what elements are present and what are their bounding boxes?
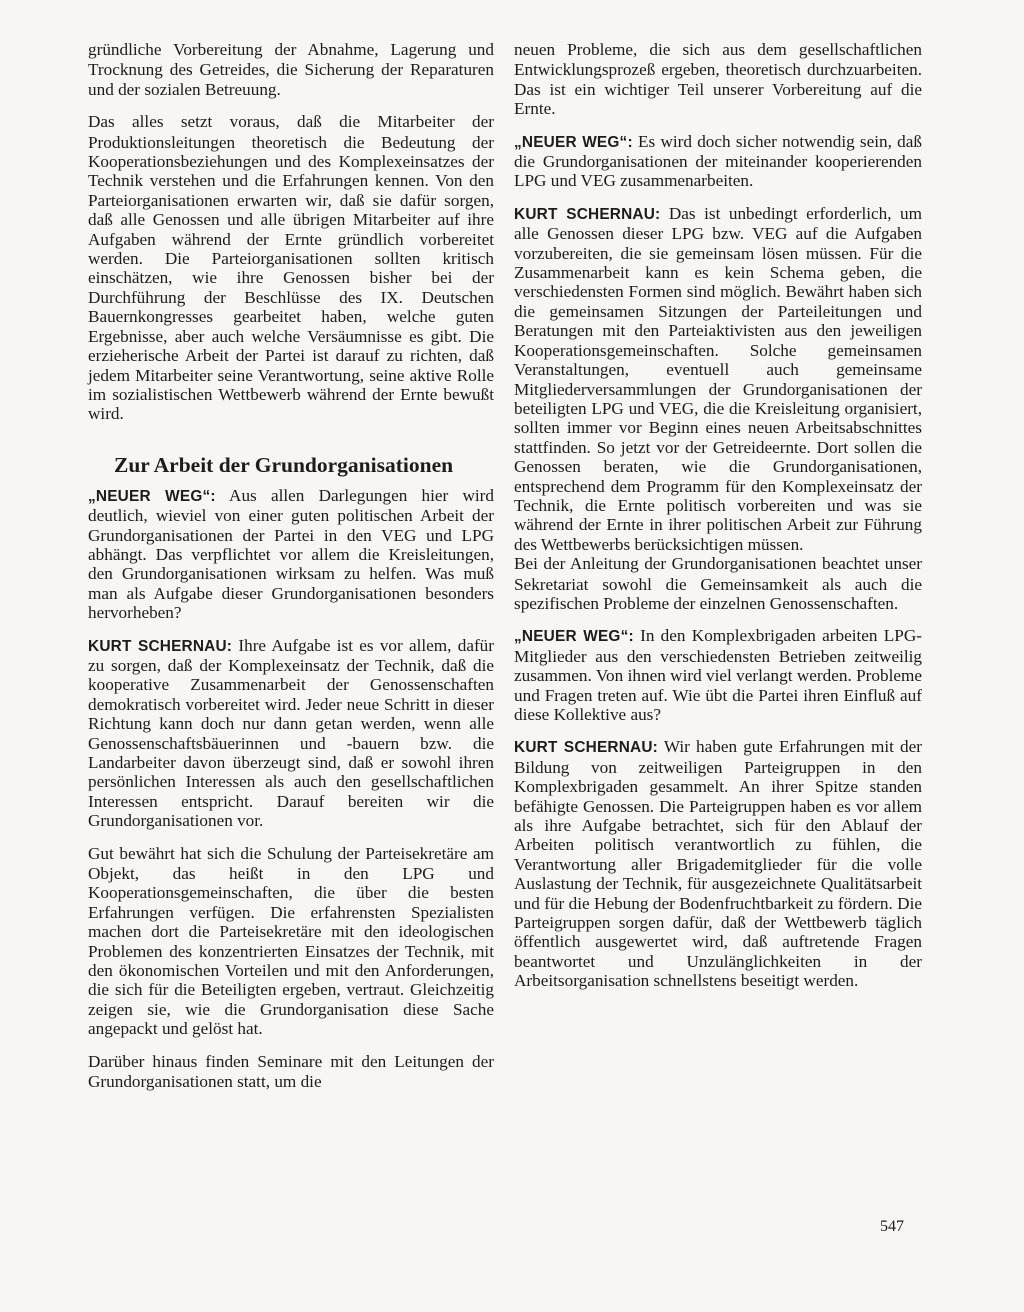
paragraph: Darüber hinaus finden Seminare mit den Leitungen der Grundorganisationen statt, um die — [88, 1051, 494, 1092]
paragraph: „NEUER WEG“: In den Komplexbrigaden arbeiten LPG-Mitglieder aus den verschiedensten Betrieben zeitweilig zusammen. Von ihnen wird viel verlangt werden. Probleme und Fragen treten auf. Wie übt die Partei ihren Einfluß auf diese Kollektive aus? — [514, 626, 922, 724]
paragraph: Das alles setzt voraus, daß die Mitarbeiter der Produktionsleitungen theoretisch die Bedeutung der Kooperationsbeziehungen und des Komplexeinsatzes der Technik verstehen und die Erfahrungen kennen. Von den Parteiorganisationen erwarten wir, daß sie dafür sorgen, daß alle Genossen und alle übrigen Mitarbeiter auf ihre Aufgaben während der Ernte gründlich vorbereitet werden. Die Parteiorganisationen sollten kritisch einschätzen, wie ihre Genossen bisher bei der Durchführung der Beschlüsse des IX. Deutschen Bauernkongresses gearbeitet haben, welche guten Ergebnisse, aber auch welche Versäumnisse es gibt. Die erzieherische Arbeit der Partei ist darauf zu richten, daß jedem Mitarbeiter seine Verantwortung, seine aktive Rolle im sozialistischen Wettbewerb während der Ernte bewußt wird. — [88, 112, 494, 424]
speaker-label: KURT SCHERNAU: — [514, 205, 661, 223]
speaker-label: KURT SCHERNAU: — [514, 739, 659, 757]
paragraph: Gut bewährt hat sich die Schulung der Parteisekretäre am Objekt, das heißt in den LPG und Kooperationsgemeinschaften, die über die besten Erfahrungen verfügen. Die erfahrensten Spezialisten machen dort die Parteisekretäre mit den ideologischen Problemen des konzentrierten Einsatzes der Technik, mit den ökonomischen Vorteilen und mit den Anforderungen, die sich für die Beteiligten ergeben, vertraut. Gleichzeitig zeigen sie, wie die Grundorganisation diese Sache angepackt und gelöst hat. — [88, 843, 494, 1039]
right-column — [514, 40, 922, 1004]
paragraph: gründliche Vorbereitung der Abnahme, Lagerung und Trocknung des Getreides, die Sicherung der Reparaturen und der sozialen Betreuung. — [88, 40, 494, 99]
paragraph: „NEUER WEG“: Es wird doch sicher notwendig sein, daß die Grundorganisationen der miteinander kooperierenden LPG und VEG zusammenarbeiten. — [514, 131, 922, 191]
page-number: 547 — [880, 1218, 904, 1235]
paragraph: „NEUER WEG“: Aus allen Darlegungen hier wird deutlich, wieviel von einer guten politischen Arbeit der Grundorganisationen der Partei in den VEG und LPG abhängt. Das verpflichtet vor allem die Kreisleitungen, den Grundorganisationen wirksam zu helfen. Was muß man als Aufgabe dieser Grundorganisationen besonders hervorheben? — [88, 485, 494, 623]
speaker-label: „NEUER WEG“: — [514, 133, 633, 151]
speaker-label: „NEUER WEG“: — [88, 487, 216, 505]
speaker-label: KURT SCHERNAU: — [88, 637, 233, 655]
section-heading: Zur Arbeit der Grundorganisationen — [114, 452, 454, 477]
paragraph: KURT SCHERNAU: Das ist unbedingt erforderlich, um alle Genossen dieser LPG bzw. VEG auf die Aufgaben vorzubereiten, die sie gemeinsam lösen müssen. Für die Zusammenarbeit kann es kein Schema geben, die verschiedensten Formen sind möglich. Bewährt haben sich die gemeinsamen Sitzungen der Parteileitungen und Beratungen mit den Parteiaktivisten aus den jeweiligen Kooperationsgemeinschaften. Solche gemeinsamen Veranstaltungen, eventuell auch gemeinsame Mitgliederversammlungen der Grundorganisationen der beteiligten LPG und VEG, die die Kreisleitung organisiert, sollten immer vor Beginn eines neuen Arbeitsabschnittes stattfinden. So jetzt vor der Getreideernte. Dort sollen die Genossen beraten, wie die Grundorganisationen, entsprechend dem Programm für den Komplexeinsatz der Technik, die Ernte politisch vorbereiten und was sie während der Ernte in ihrer politischen Arbeit zur Führung des Wettbewerbs berücksichtigen müssen. — [514, 203, 922, 554]
paragraph: neuen Probleme, die sich aus dem gesellschaftlichen Entwicklungsprozeß ergeben, theoretisch durchzuarbeiten. Das ist ein wichtiger Teil unserer Vorbereitung auf die Ernte. — [514, 40, 922, 119]
paragraph: Bei der Anleitung der Grundorganisationen beachtet unser Sekretariat sowohl die Gemeinsamkeit als auch die spezifischen Probleme der einzelnen Genossenschaften. — [514, 554, 922, 613]
speaker-label: „NEUER WEG“: — [514, 628, 634, 646]
paragraph: KURT SCHERNAU: Wir haben gute Erfahrungen mit der Bildung von zeitweiligen Parteigruppen in den Komplexbrigaden gesammelt. An ihrer Spitze standen befähigte Genossen. Die Parteigruppen haben es vor allem als ihre Aufgabe betrachtet, sich für den Ablauf der Arbeiten politisch verantwortlich zu fühlen, die Verantwortung aller Brigademitglieder für die volle Auslastung der Technik, für ausgezeichnete Qualitätsarbeit und für die Hebung der Bodenfruchtbarkeit zu fördern. Die Parteigruppen sorgen dafür, daß der Wettbewerb täglich öffentlich ausgewertet wird, daß auftretende Fragen beantwortet und Unzulänglichkeiten in der Arbeitsorganisation schnellstens beseitigt werden. — [514, 737, 922, 991]
paragraph: KURT SCHERNAU: Ihre Aufgabe ist es vor allem, dafür zu sorgen, daß der Komplexeinsatz der Technik, daß die kooperative Zusammenarbeit der Genossenschaften demokratisch vorbereitet wird. Jeder neue Schritt in dieser Richtung kann doch nur dann getan werden, wenn alle Genossenschaftsbäuerinnen und -bauern bzw. die Landarbeiter davon überzeugt sind, daß er sowohl ihren persönlichen Interessen als auch den gesellschaftlichen Interessen entspricht. Darauf bereiten wir die Grundorganisationen vor. — [88, 635, 494, 831]
left-column — [88, 40, 494, 1105]
